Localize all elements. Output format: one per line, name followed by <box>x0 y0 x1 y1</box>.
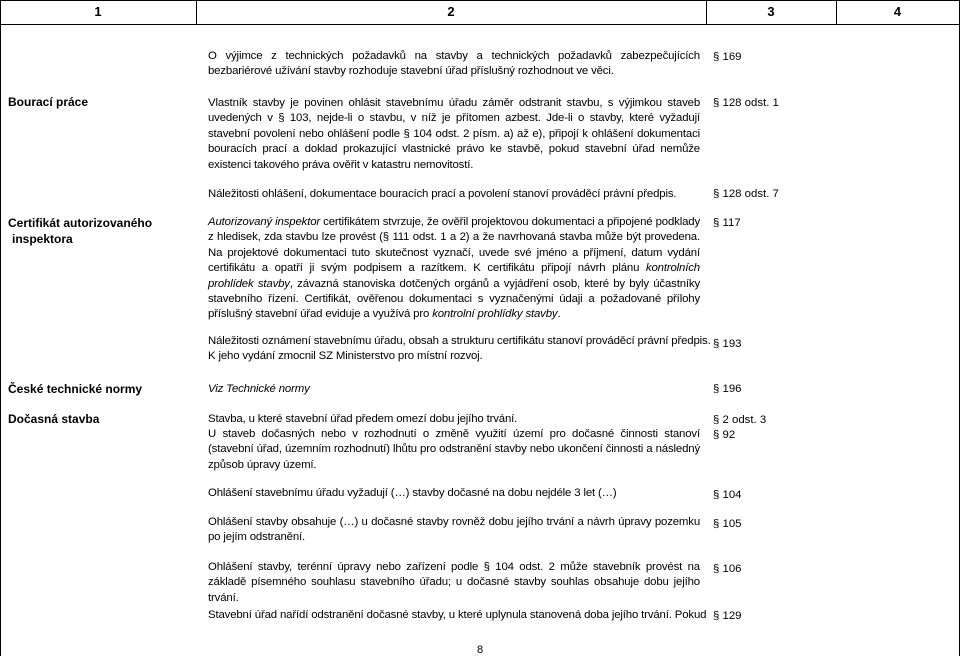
certifikat-italic-kontrolni-prohlidky-2: kontrolní prohlídky stavby <box>432 308 558 321</box>
docasna-stavba-reference-5: § 106 <box>713 563 742 575</box>
ceske-technicke-normy-reference: § 196 <box>713 383 742 395</box>
term-certifikat-line-1: Certifikát autorizovaného <box>8 216 153 230</box>
certifikat-italic-term: Autorizovaný inspektor <box>208 216 321 228</box>
docasna-stavba-paragraph-1: Stavba, u které stavební úřad předem omezí dobu jejího trvání. <box>208 413 518 425</box>
certifikat-reference-2: § 193 <box>713 338 742 350</box>
docasna-stavba-paragraph-3: Ohlášení stavebnímu úřadu vyžadují (…) stavby dočasné na dobu nejdéle 3 let (…) <box>208 487 617 499</box>
docasna-stavba-paragraph-5: Ohlášení stavby, terénní úpravy nebo zařízení podle § 104 odst. 2 může stavebník provést na základě písemného souhlasu stavebního úřadu; u dočasné stavby souhlas obsahuje dobu jejího trvání. <box>208 561 700 604</box>
docasna-stavba-reference-3: § 104 <box>713 489 742 501</box>
certifikat-text-part-1: certifikátem stvrzuje, že ověřil projektovou dokumentaci a připojené podklady z hledisek, zda stavbu lze provést (§ 111 odst. 1 a 2) a že navrhovaná stavba může být provedena. Na projektové dokumentaci tuto skutečnost vyznačí, uvede své jméno a příjmení, datum vydání certifikátu a opatří ji svým podpisem a razítkem. K certifikátu připojí návrh plánu <box>208 216 700 275</box>
term-certifikat-line-2: inspektora <box>12 232 73 246</box>
column-header-3: 3 <box>767 4 775 19</box>
header-bottom-border <box>0 24 960 25</box>
docasna-stavba-reference-2: § 92 <box>713 429 736 441</box>
certifikat-paragraph-2-line-1: Náležitosti oznámení stavebnímu úřadu, obsah a strukturu certifikátu stanoví prováděcí právní předpis. <box>208 335 711 347</box>
certifikat-italic-kontrolni-prohlidky: kontrolních prohlídek stavby <box>208 262 700 290</box>
page-number: 8 <box>476 644 484 656</box>
ceske-technicke-normy-reference-text: Viz Technické normy <box>208 383 310 395</box>
continuation-reference: § 169 <box>713 51 742 63</box>
term-ceske-technicke-normy: České technické normy <box>8 382 143 396</box>
docasna-stavba-paragraph-4: Ohlášení stavby obsahuje (…) u dočasné stavby rovněž dobu jejího trvání a návrh úpravy pozemku po jejím odstranění. <box>208 516 700 544</box>
certifikat-text-part-2: , závazná stanoviska dotčených orgánů a vyjádření osob, které by byly účastníky stavebního řízení. Certifikát, ověřenou dokumentaci s vyznačenými údaji a požadované přílohy příslušný stavební úřad eviduje a využívá pro <box>208 277 701 321</box>
certifikat-paragraph-1 <box>208 215 700 323</box>
column-header-2: 2 <box>447 4 455 19</box>
column-header-1: 1 <box>94 4 102 19</box>
bouraci-prace-reference-1: § 128 odst. 1 <box>713 97 779 109</box>
term-docasna-stavba: Dočasná stavba <box>8 412 100 426</box>
bouraci-prace-reference-2: § 128 odst. 7 <box>713 188 779 200</box>
docasna-stavba-reference-6: § 129 <box>713 610 742 622</box>
docasna-stavba-paragraph-6: Stavební úřad nařídí odstranění dočasné stavby, u které uplynula stanovená doba jejího trvání. Pokud <box>208 609 707 621</box>
certifikat-text-end: . <box>557 308 561 321</box>
certifikat-reference-1: § 117 <box>713 217 741 229</box>
docasna-stavba-reference-4: § 105 <box>713 518 742 530</box>
bouraci-prace-paragraph-1: Vlastník stavby je povinen ohlásit stavebnímu úřadu záměr odstranit stavbu, s výjimkou staveb uvedených v § 103, nejde-li o stavbu, v níž je přítomen azbest. Jde-li o stavby, které vyžadují stavební povolení nebo ohlášení podle § 104 odst. 2 písm. a) až e), připojí k ohlášení dokumentaci bouracích prací a doklad prokazující vlastnické právo ke stavbě, pokud stavební úřad nemůže existenci takového práva ověřit v katastru nemovitostí. <box>208 97 700 171</box>
docasna-stavba-paragraph-2: U staveb dočasných nebo v rozhodnutí o změně využití území pro dočasné činnosti stanoví (stavební úřad, územním rozhodnutí) lhůtu pro odstranění stavby nebo ukončení činnosti a následný způsob úpravy území. <box>208 428 700 471</box>
continuation-text: O výjimce z technických požadavků na stavby a technických požadavků zabezpečujících bezbariérové užívání stavby rozhoduje stavební úřad příslušný rozhodnout ve věci. <box>208 50 700 78</box>
term-bouraci-prace: Bourací práce <box>8 95 89 109</box>
docasna-stavba-reference-1: § 2 odst. 3 <box>713 414 767 426</box>
bouraci-prace-paragraph-2: Náležitosti ohlášení, dokumentace bouracích prací a povolení stanoví prováděcí právní předpis. <box>208 188 677 200</box>
certifikat-paragraph-2-line-2: K jeho vydání zmocnil SZ Ministerstvo pro místní rozvoj. <box>208 350 483 362</box>
table-left-border <box>0 0 1 656</box>
column-header-4: 4 <box>893 4 902 19</box>
